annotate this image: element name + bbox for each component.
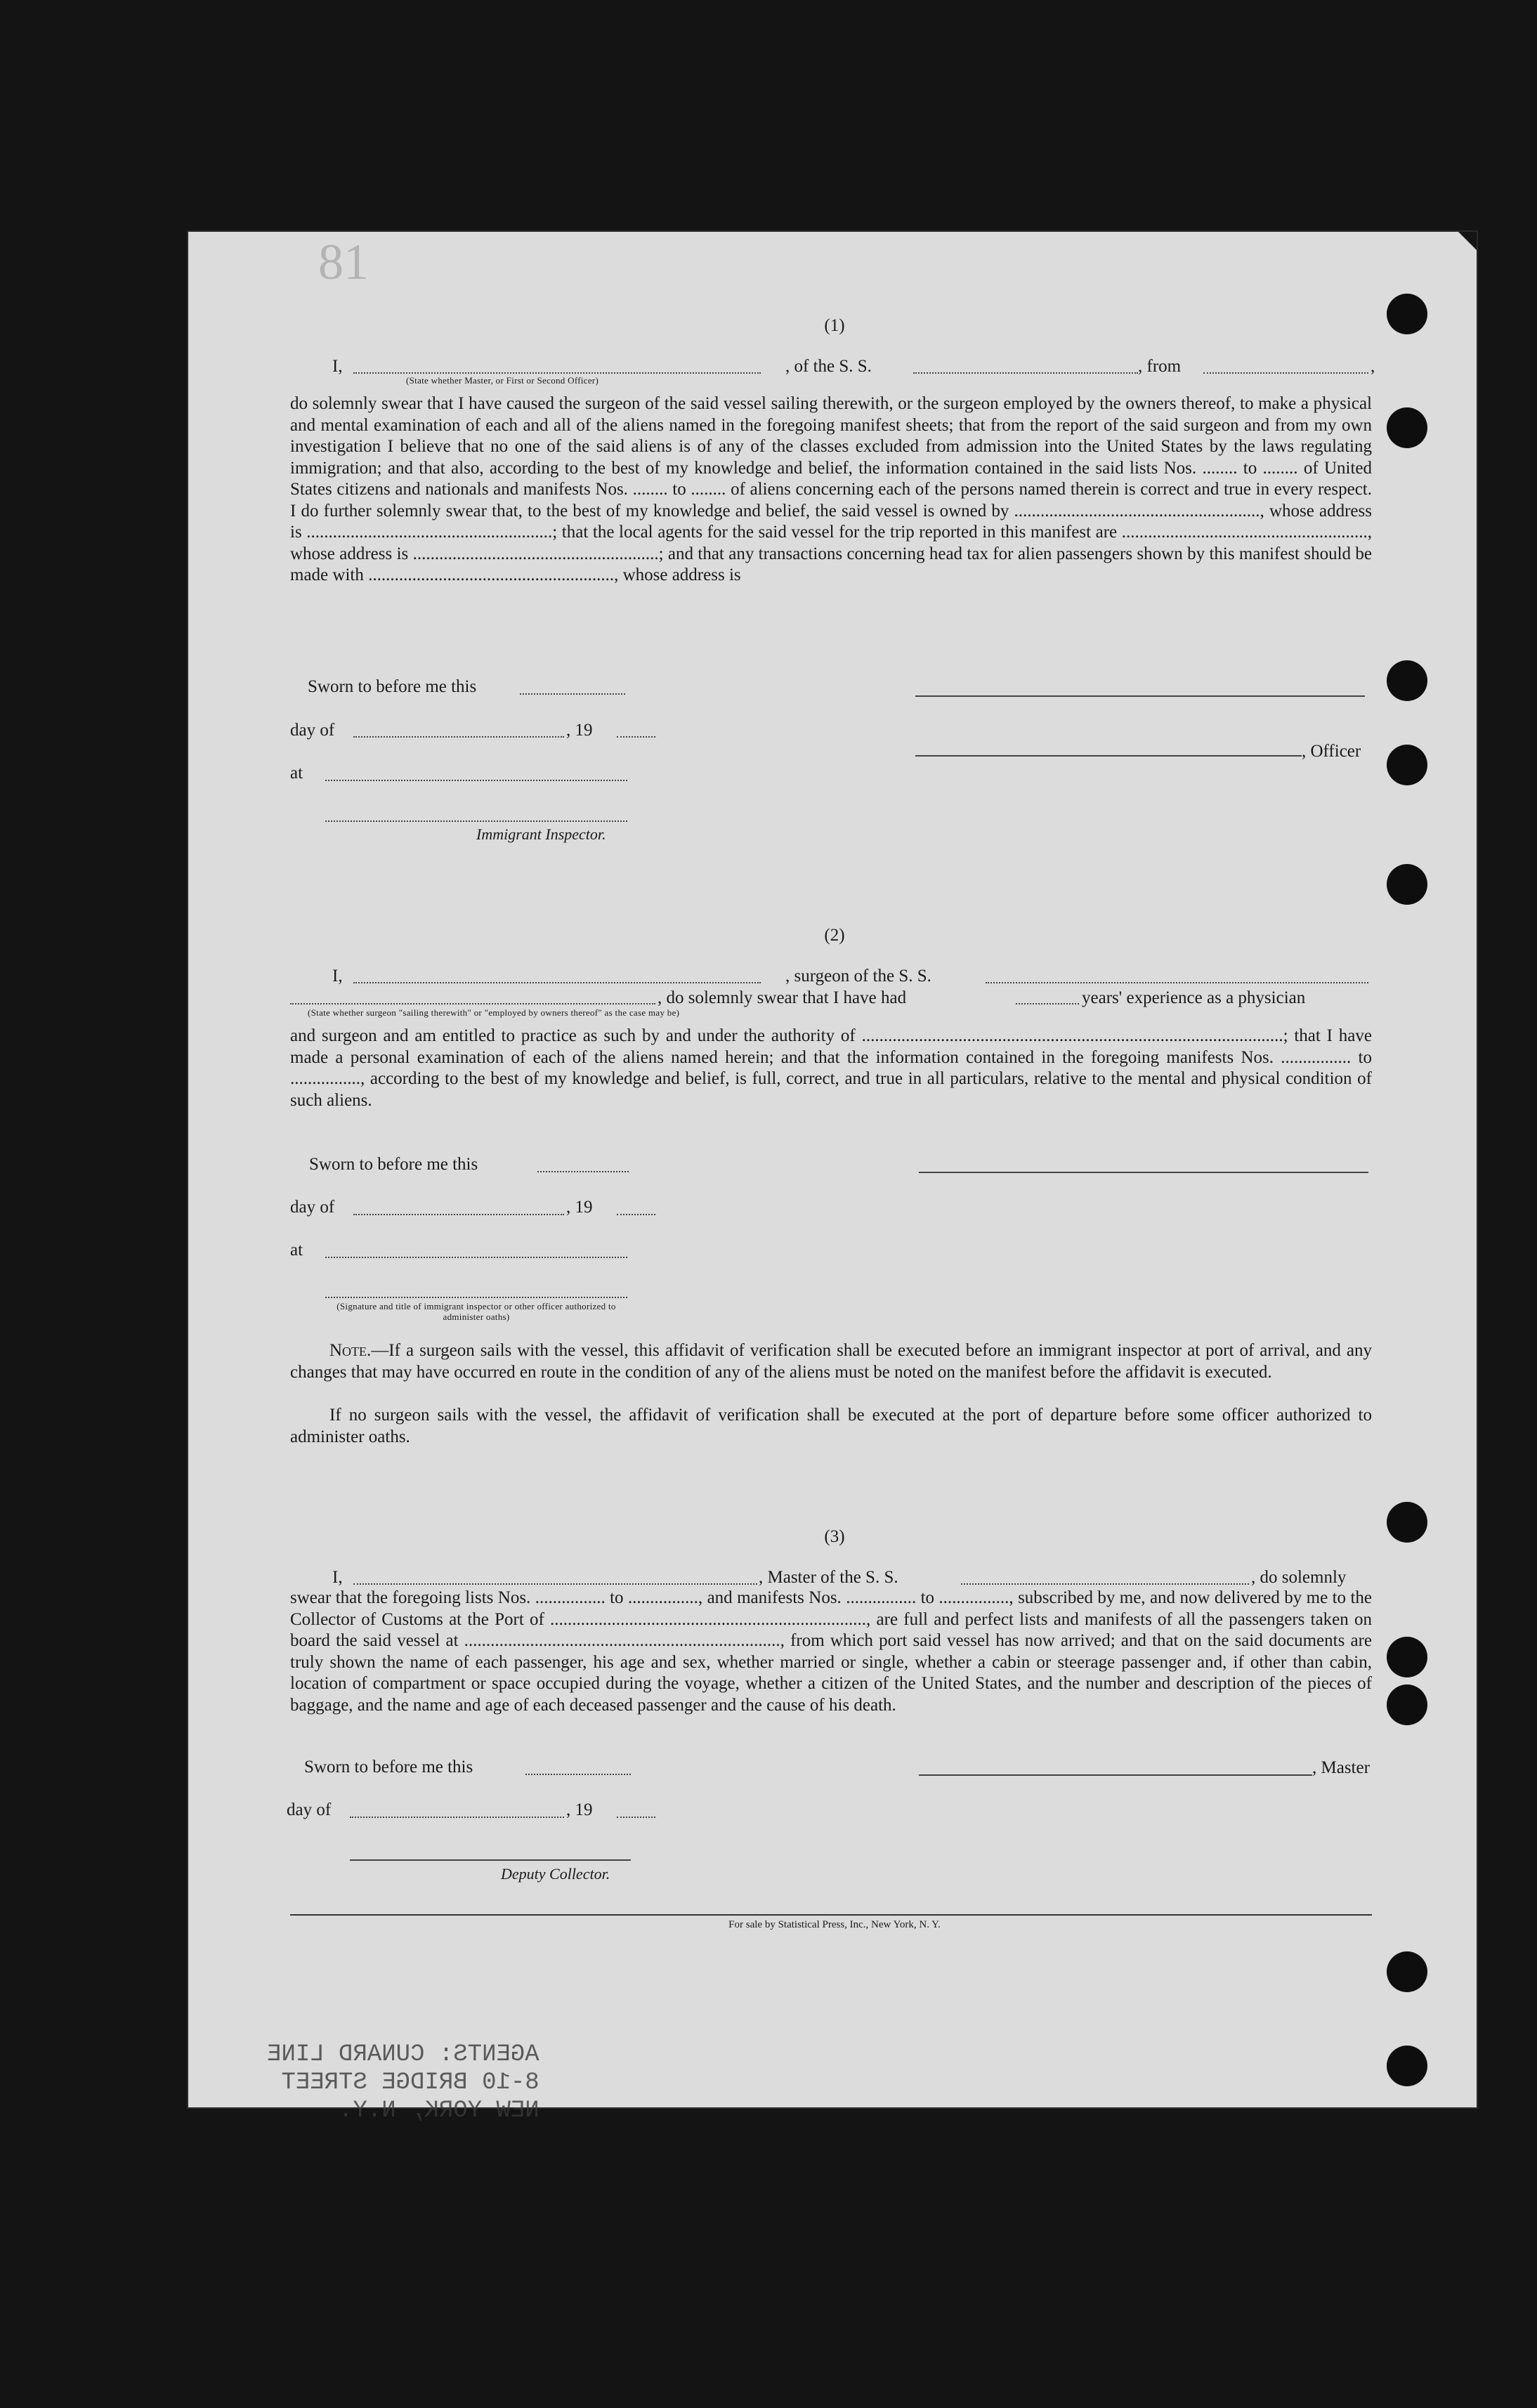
s2-vessel-line: [986, 982, 1368, 983]
s1-officer: , Officer: [1302, 742, 1361, 761]
note-paragraph-1: [290, 1340, 1372, 1383]
footer-rule: [290, 1914, 1372, 1916]
s3-year-line: [617, 1817, 655, 1818]
s1-from: , from: [1138, 357, 1182, 376]
punch-hole: [1387, 294, 1427, 334]
punch-hole: [1387, 745, 1427, 785]
s2-sig-line: [325, 1297, 627, 1298]
s1-sworn-line: [520, 693, 625, 695]
s2-i: I,: [332, 967, 343, 986]
s1-officer-sig-line-1: [915, 695, 1365, 697]
s1-sworn: Sworn to before me this: [308, 677, 477, 696]
s2-body: and surgeon and am entitled to practice as such by and under the authority of ................................................................................................; that I have made a personal examination of each of the aliens named herein; and that the information contained in the foregoing manifests Nos. ................ to ................, according to the best of my knowledge and belief, is full, correct, and true in all particulars, relative to the mental and physical condition of such aliens.: [290, 1026, 1372, 1110]
section-2-number: (2): [824, 926, 845, 945]
punch-hole: [1387, 1637, 1427, 1677]
s2-years: years' experience as a physician: [1082, 988, 1306, 1007]
s2-surgeon-sig-line: [919, 1172, 1368, 1173]
s3-body: swear that the foregoing lists Nos. ................ to ................, and manifests Nos. ................ to ................, subscribed by me, and now delivered by me to the Collector of Customs at the Port of ........................................................................, are full and perfect lists and manifests of all the passengers taken on board the said vessel at ........................................................................, from which port said vessel has now arrived; and that on the said documents are truly shown the name of each passenger, his age and sex, whether married or single, whether a cabin or steerage passenger and, if other than cabin, location of compartment or space occupied during the voyage, whether a citizen of the United States, and the number and description of the pieces of baggage, and the name and age of each deceased passenger and the cause of his death.: [290, 1588, 1372, 1715]
punch-hole: [1387, 864, 1427, 905]
s2-swear: , do solemnly swear that I have had: [658, 988, 907, 1007]
s1-from-line: [1203, 372, 1368, 374]
s3-master: , Master: [1312, 1758, 1370, 1777]
punch-hole: [1387, 1502, 1427, 1543]
s2-at: at: [290, 1241, 303, 1259]
s2-surgeon-of: , surgeon of the S. S.: [785, 967, 931, 986]
s3-vessel-line: [961, 1583, 1249, 1585]
s1-day-of: day of: [290, 721, 335, 740]
s3-day-line: [350, 1817, 564, 1818]
s2-status-line: [290, 1003, 655, 1005]
note-label: Note.: [329, 1341, 372, 1360]
s1-year: , 19: [566, 721, 593, 740]
section-1-number: (1): [824, 316, 845, 335]
s2-surgeon-note: (State whether surgeon "sailing therewith" or "employed by owners thereof" as the case may be): [308, 1007, 680, 1018]
s2-year: , 19: [566, 1198, 593, 1217]
s3-master-of: , Master of the S. S.: [759, 1568, 898, 1587]
s2-day-of: day of: [290, 1198, 335, 1217]
s3-sworn: Sworn to before me this: [304, 1758, 473, 1776]
agent-stamp-bleedthrough: AGENTS: CUNARD LINE 8-10 BRIDGE STREET NEW YORK, N.Y.: [267, 2041, 539, 2124]
punch-hole: [1387, 1951, 1427, 1992]
punch-hole: [1387, 1684, 1427, 1725]
s2-sig-note: (Signature and title of immigrant inspector or other officer authorized to administer oaths): [336, 1301, 616, 1322]
note-text-1: —If a surgeon sails with the vessel, this affidavit of verification shall be executed before an immigrant inspector at port of arrival, and any changes that may have occurred en route in the condition of any of the aliens must be noted on the manifest before the affidavit is executed.: [290, 1341, 1372, 1382]
s3-deputy-line: [350, 1859, 631, 1861]
punch-hole: [1387, 2046, 1427, 2086]
s3-swear: , do solemnly: [1251, 1568, 1347, 1587]
s1-day-line: [353, 736, 564, 738]
s2-years-line: [1016, 1003, 1079, 1005]
s3-sworn-line: [525, 1774, 631, 1775]
s1-officer-note: (State whether Master, or First or Second Officer): [406, 375, 599, 386]
footer-text: For sale by Statistical Press, Inc., New York, N. Y.: [728, 1919, 941, 1930]
punch-hole: [1387, 407, 1427, 448]
s1-body: do solemnly swear that I have caused the surgeon of the said vessel sailing therewith, or the surgeon employed by the owners thereof, to make a physical and mental examination of each and all of the aliens named in the foregoing manifest sheets; that from the report of the said surgeon and from my own investigation I believe that no one of the said aliens is of any of the classes excluded from admission into the United States by the laws regulating immigration; and that also, according to the best of my knowledge and belief, the information contained in the said lists Nos. ........ to ........ of United States citizens and nationals and manifests Nos. ........ to ........ of aliens concerning each of the persons named therein is correct and true in every respect. I do further solemnly swear that, to the best of my knowledge and belief, the said vessel is owned by ........................................................, whose address is ........................................................; that the local agents for the said vessel for the trip reported in this manifest are ........................................................, whose address is ........................................................; and that any transactions concerning head tax for alien passengers shown by this manifest should be made with ........................................................, whose address is: [290, 394, 1372, 584]
s1-vessel-line: [913, 372, 1138, 374]
corner-pencil-mark: 81: [318, 234, 369, 290]
s3-deputy: Deputy Collector.: [501, 1865, 610, 1883]
s2-at-line: [325, 1257, 627, 1258]
affidavit-page: [188, 232, 1477, 2107]
s1-year-line: [617, 736, 655, 738]
s2-sworn-line: [537, 1171, 629, 1172]
s2-year-line: [617, 1214, 655, 1215]
s1-inspector-line: [325, 820, 627, 822]
s3-i: I,: [332, 1568, 343, 1587]
s1-officer-line: [353, 372, 761, 374]
s1-i: I,: [332, 357, 343, 376]
s3-name-line: [353, 1583, 757, 1585]
s1-at-line: [325, 780, 627, 781]
s3-year: , 19: [566, 1800, 593, 1819]
note-paragraph-2: If no surgeon sails with the vessel, the affidavit of verification shall be executed at the port of departure before some officer authorized to administer oaths.: [290, 1406, 1372, 1446]
s1-at: at: [290, 764, 303, 783]
s1-comma: ,: [1371, 357, 1375, 376]
s1-officer-sig-line-2: [915, 755, 1302, 757]
s3-master-sig-line: [919, 1774, 1312, 1776]
section-3-number: (3): [824, 1527, 845, 1546]
s3-day-of: day of: [287, 1800, 332, 1819]
s2-name-line: [353, 982, 761, 983]
punch-hole: [1387, 660, 1427, 701]
s2-sworn: Sworn to before me this: [309, 1155, 478, 1174]
s1-of-ss: , of the S. S.: [785, 357, 872, 376]
s1-inspector: Immigrant Inspector.: [476, 825, 606, 843]
s2-day-line: [353, 1214, 564, 1215]
